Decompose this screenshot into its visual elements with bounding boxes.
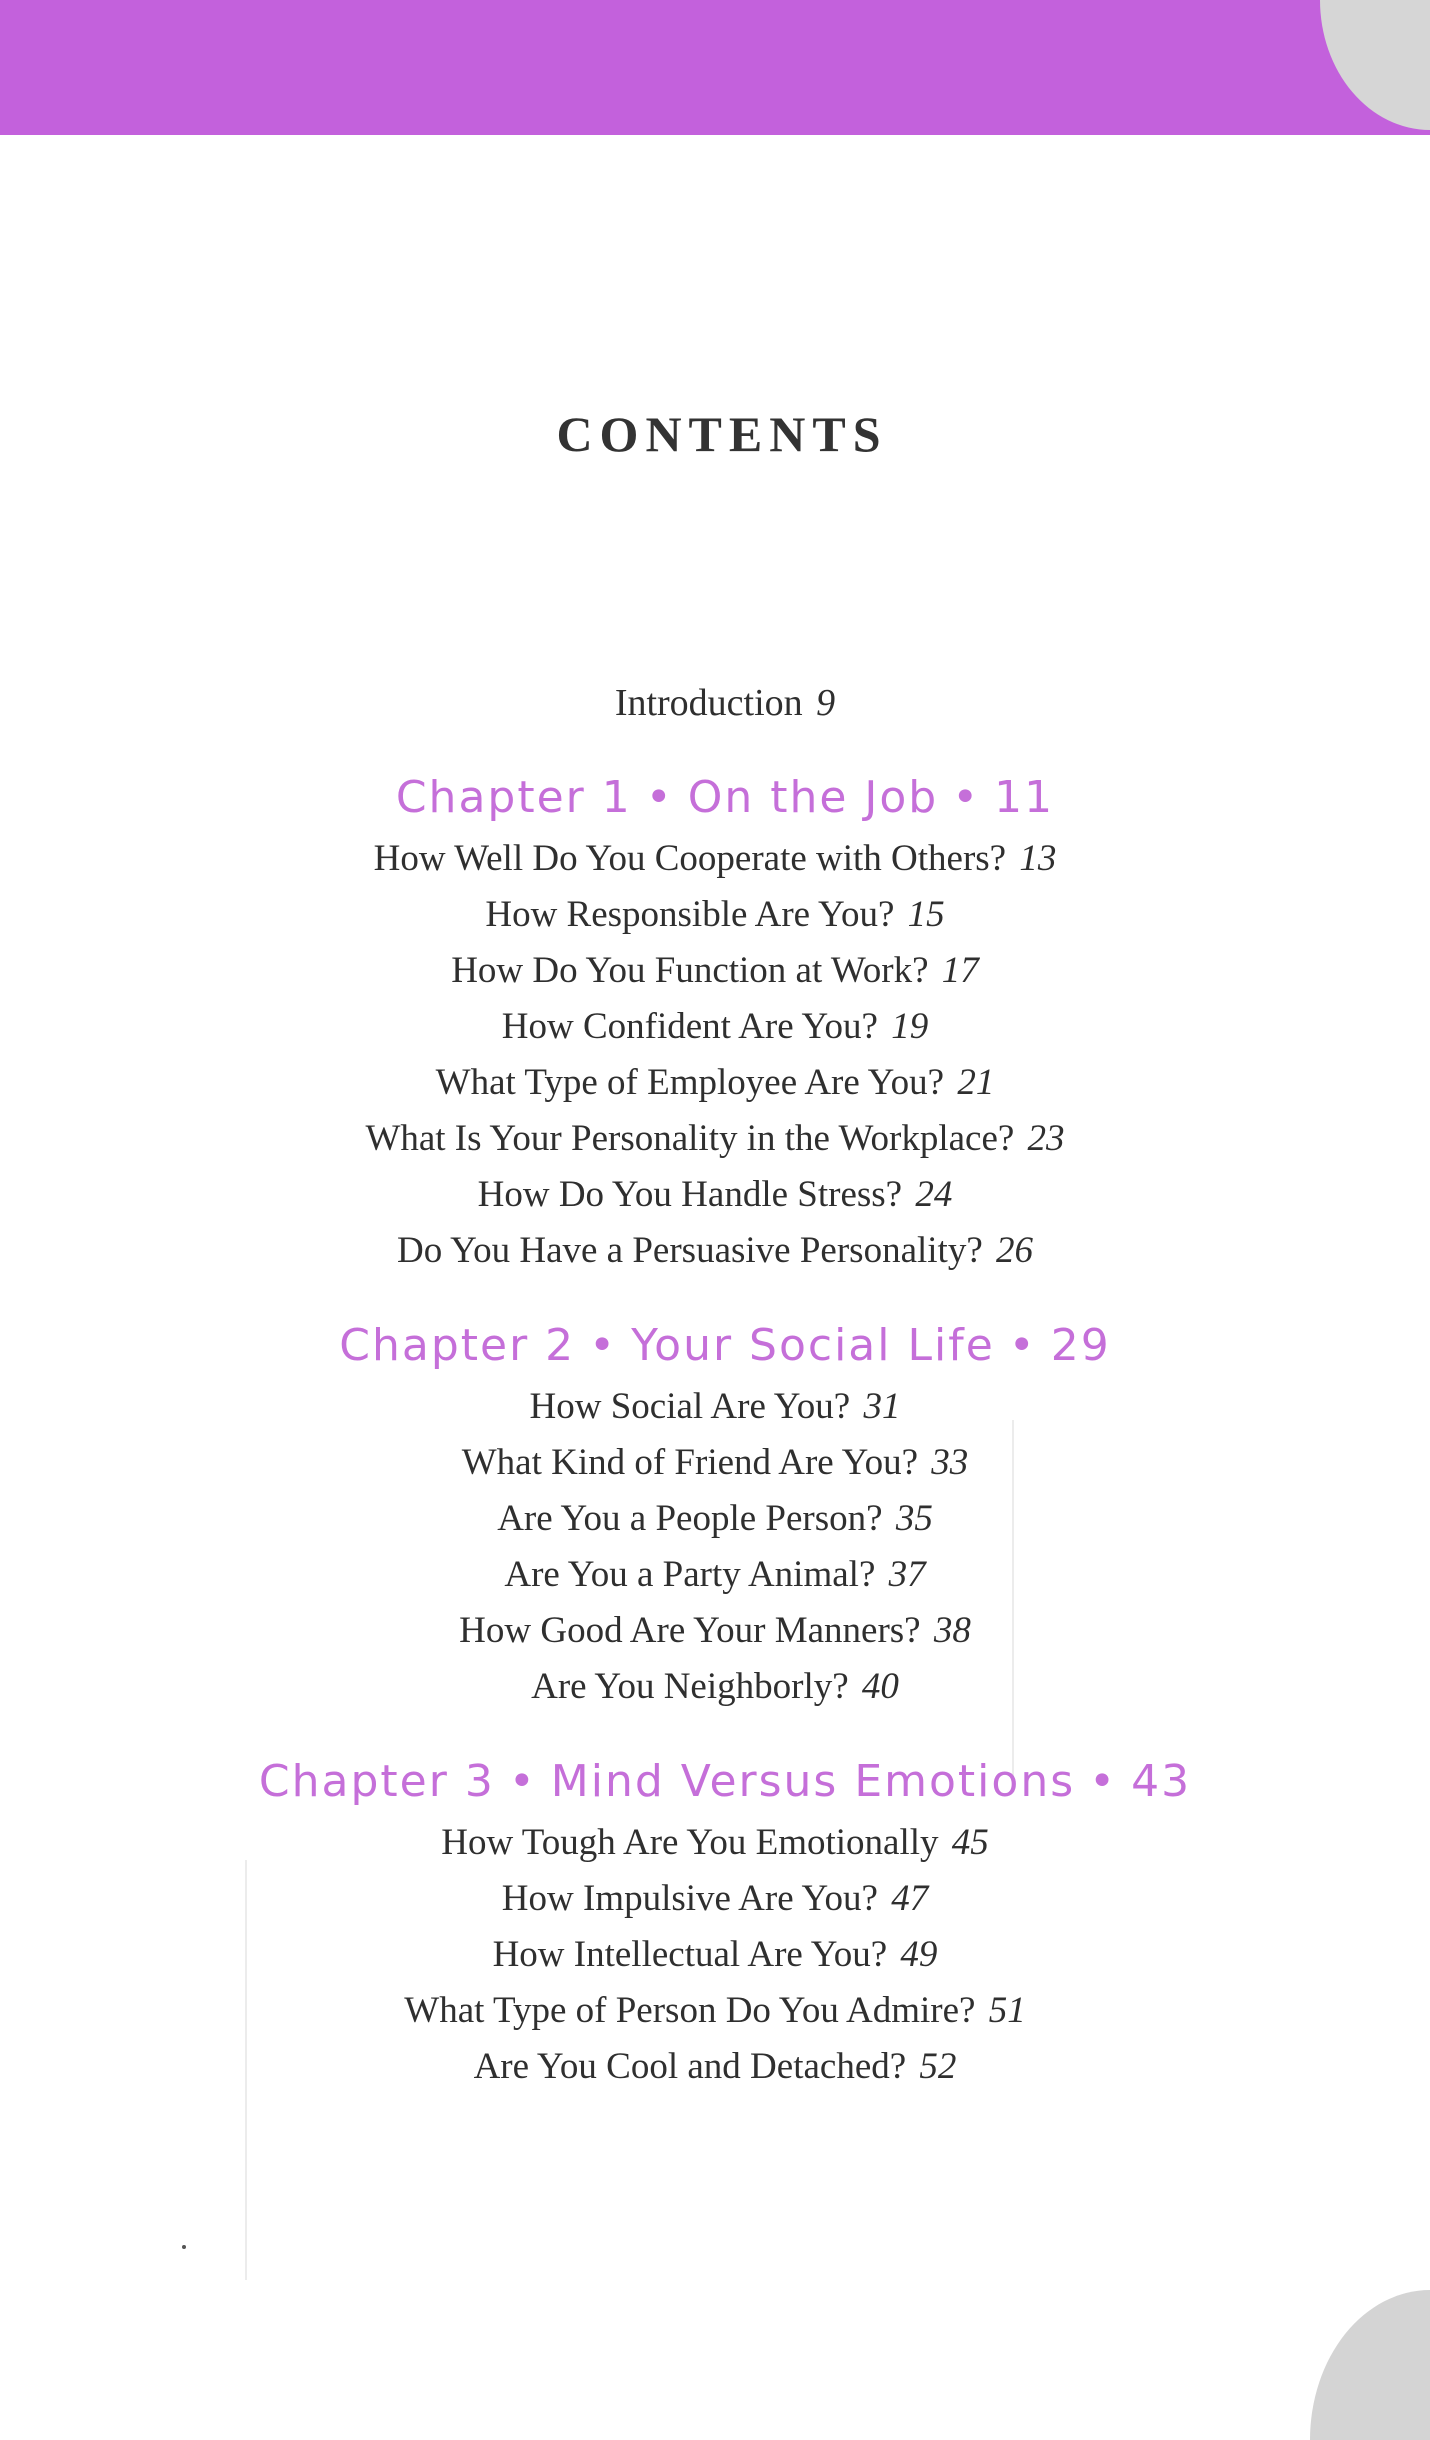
- toc-entry[interactable]: [0, 1111, 1430, 1167]
- chapter-entry-list: [0, 1815, 1430, 2095]
- entry-page-number: 40: [861, 1666, 899, 1707]
- toc-entry[interactable]: [0, 1223, 1430, 1279]
- chapter-section-1: [0, 765, 1430, 1279]
- toc-entry[interactable]: [0, 2039, 1430, 2095]
- entry-page-number: 37: [888, 1554, 926, 1595]
- entry-page-number: 52: [919, 2046, 957, 2087]
- chapter-name: On the Job: [687, 772, 939, 823]
- toc-entry[interactable]: [0, 1167, 1430, 1223]
- entry-page-number: 19: [891, 1006, 929, 1047]
- entry-title: How Tough Are You Emotionally: [441, 1822, 939, 1863]
- entry-page-number: 9: [816, 682, 836, 724]
- bullet-separator: •: [589, 1320, 618, 1371]
- chapter-entry-list: [0, 831, 1430, 1279]
- chapter-heading[interactable]: [20, 1313, 1430, 1379]
- header-color-band: [0, 0, 1430, 135]
- chapter-heading[interactable]: [20, 765, 1430, 831]
- entry-page-number: 47: [891, 1878, 929, 1919]
- entry-title: Are You Cool and Detached?: [473, 2046, 907, 2087]
- chapter-label: Chapter 2: [339, 1320, 576, 1371]
- entry-page-number: 26: [996, 1230, 1033, 1271]
- entry-page-number: 38: [933, 1610, 971, 1651]
- chapter-label: Chapter 3: [258, 1756, 495, 1807]
- entry-page-number: 49: [900, 1934, 938, 1975]
- entry-title: How Intellectual Are You?: [492, 1934, 888, 1975]
- page-title: CONTENTS: [556, 406, 888, 462]
- entry-title: Are You Neighborly?: [531, 1666, 849, 1707]
- entry-page-number: 17: [941, 950, 979, 991]
- chapter-heading[interactable]: [20, 1749, 1430, 1815]
- entry-page-number: 23: [1027, 1118, 1065, 1159]
- chapter-section-3: [0, 1749, 1430, 2095]
- entry-title: Are You a People Person?: [497, 1498, 883, 1539]
- bullet-separator: •: [952, 772, 981, 823]
- entry-title: How Do You Function at Work?: [451, 950, 929, 991]
- toc-entry[interactable]: [0, 1815, 1430, 1871]
- entry-page-number: 35: [895, 1498, 933, 1539]
- chapter-name: Mind Versus Emotions: [550, 1756, 1076, 1807]
- toc-entry[interactable]: [0, 1491, 1430, 1547]
- page-corner-bottom-right: [1310, 2290, 1430, 2440]
- table-of-contents: [0, 675, 1430, 2095]
- toc-entry[interactable]: [0, 1603, 1430, 1659]
- entry-title: What Kind of Friend Are You?: [461, 1442, 919, 1483]
- toc-entry[interactable]: [0, 1055, 1430, 1111]
- entry-title: Do You Have a Persuasive Personality?: [397, 1230, 983, 1271]
- entry-title: What Is Your Personality in the Workplace?: [365, 1118, 1015, 1159]
- toc-entry[interactable]: [0, 1435, 1430, 1491]
- entry-title: What Type of Employee Are You?: [435, 1062, 945, 1103]
- entry-page-number: 21: [957, 1062, 995, 1103]
- entry-title: What Type of Person Do You Admire?: [404, 1990, 976, 2031]
- entry-title: Introduction: [614, 682, 803, 724]
- entry-title: How Well Do You Cooperate with Others?: [373, 838, 1007, 879]
- toc-entry[interactable]: [0, 1659, 1430, 1715]
- entry-page-number: 24: [915, 1174, 953, 1215]
- entry-page-number: 31: [863, 1386, 901, 1427]
- chapter-page-number: 43: [1131, 1756, 1192, 1807]
- toc-entry[interactable]: [0, 1547, 1430, 1603]
- bullet-separator: •: [508, 1756, 537, 1807]
- toc-entry[interactable]: [0, 887, 1430, 943]
- chapter-label: Chapter 1: [395, 772, 632, 823]
- entry-title: How Good Are Your Manners?: [459, 1610, 921, 1651]
- toc-entry[interactable]: [0, 1871, 1430, 1927]
- entry-title: How Confident Are You?: [501, 1006, 878, 1047]
- toc-entry[interactable]: [0, 831, 1430, 887]
- toc-entry[interactable]: [0, 943, 1430, 999]
- entry-title: How Social Are You?: [529, 1386, 851, 1427]
- toc-entry-introduction[interactable]: [20, 675, 1430, 731]
- entry-page-number: 33: [931, 1442, 969, 1483]
- chapter-entry-list: [0, 1379, 1430, 1715]
- entry-title: How Responsible Are You?: [485, 894, 895, 935]
- bullet-separator: •: [1089, 1756, 1118, 1807]
- toc-entry[interactable]: [0, 1927, 1430, 1983]
- chapter-section-2: [0, 1313, 1430, 1715]
- toc-entry[interactable]: [0, 999, 1430, 1055]
- entry-page-number: 51: [988, 1990, 1026, 2031]
- entry-page-number: 13: [1019, 838, 1057, 879]
- chapter-page-number: 29: [1050, 1320, 1111, 1371]
- bullet-separator: •: [645, 772, 674, 823]
- chapter-name: Your Social Life: [631, 1320, 995, 1371]
- entry-page-number: 15: [907, 894, 945, 935]
- bullet-separator: •: [1008, 1320, 1037, 1371]
- toc-entry[interactable]: [0, 1983, 1430, 2039]
- chapter-page-number: 11: [994, 772, 1055, 823]
- toc-entry[interactable]: [0, 1379, 1430, 1435]
- scan-speck: [182, 2245, 186, 2249]
- entry-title: Are You a Party Animal?: [504, 1554, 876, 1595]
- entry-title: How Impulsive Are You?: [501, 1878, 878, 1919]
- entry-page-number: 45: [951, 1822, 989, 1863]
- entry-title: How Do You Handle Stress?: [477, 1174, 903, 1215]
